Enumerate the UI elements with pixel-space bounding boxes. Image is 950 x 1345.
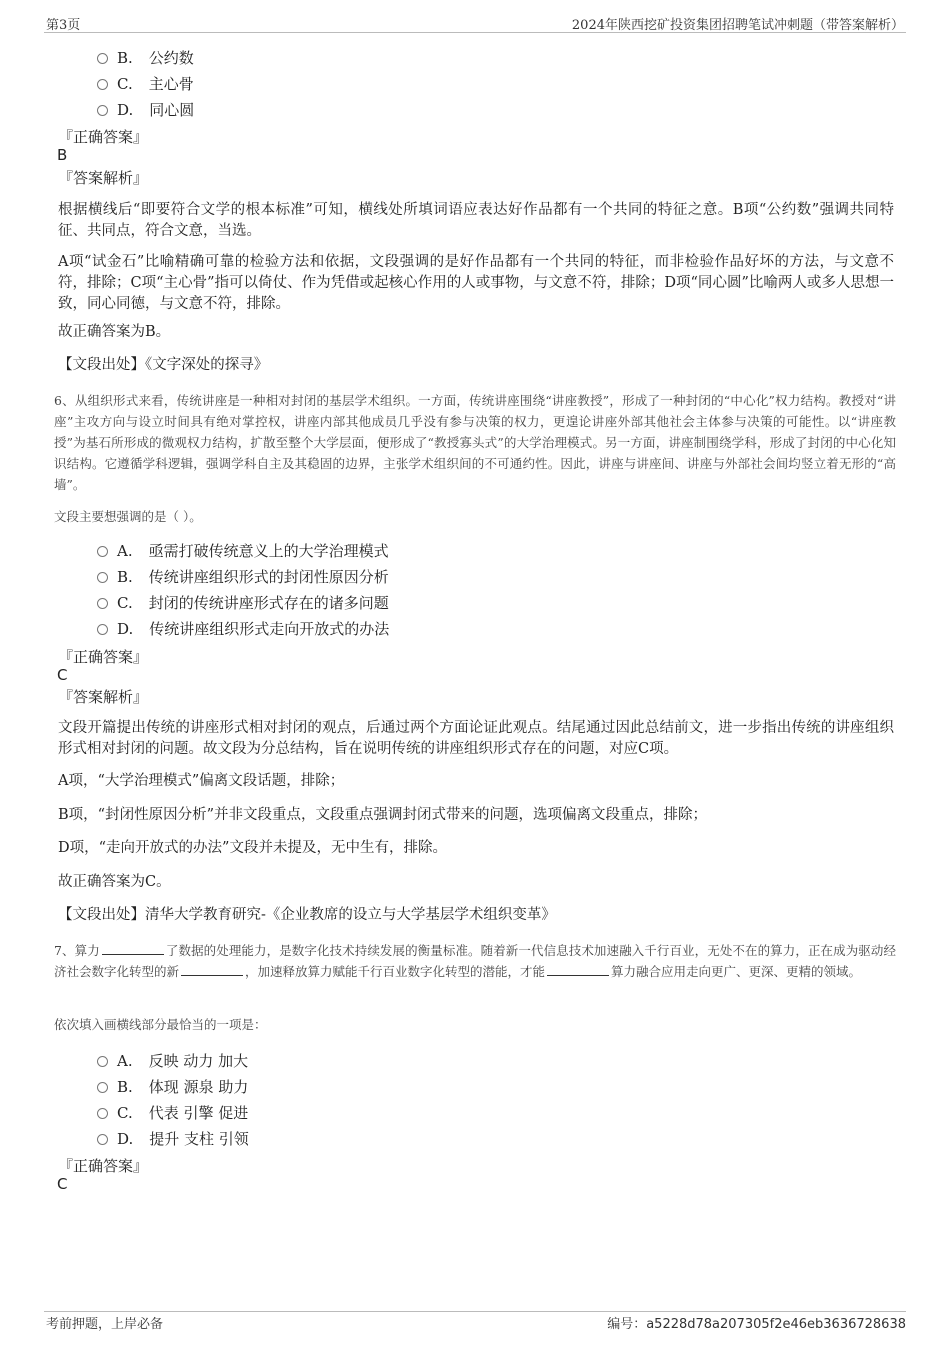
- q6-analysis-p5: 故正确答案为C。: [58, 874, 171, 890]
- radio-icon[interactable]: [97, 79, 108, 90]
- radio-icon[interactable]: [97, 1056, 108, 1067]
- q7-stem: 7、算力 了数据的处理能力，是数字化技术持续发展的衡量标准。随着新一代信息技术加速融入千行百业，无处不在的算力，正在成为驱动经济社会数字化转型的新 ，加速释放算力赋能千行百业数字化转型的潜能，才能 算力融合应用走向更广、更深、更精的领域。: [54, 943, 896, 979]
- q5-analysis-p2: A项“试金石”比喻精确可靠的检验方法和依据，文段强调的是好作品都有一个共同的特征，而非检验作品好坏的方法，与文意不符，排除；C项“主心骨”指可以倚仗、作为凭借或起核心作用的人或事物，与文意不符，排除；D项“同心圆”比喻两人或多人思想一致，同心同德，与文意不符，排除。: [58, 254, 894, 312]
- footer-divider: [44, 1311, 906, 1312]
- radio-icon[interactable]: [97, 1108, 108, 1119]
- q7-option-a[interactable]: A. 反映 动力 加大: [97, 1050, 248, 1071]
- q6-answer-label: 『正确答案』: [58, 648, 149, 666]
- q7-option-c[interactable]: C. 代表 引擎 促进: [97, 1102, 248, 1123]
- q6-stem: 6、从组织形式来看，传统讲座是一种相对封闭的基层学术组织。一方面，传统讲座围绕“讲座教授”，形成了一种封闭的“中心化”权力结构。教授对“讲座”主攻方向与设立时间具有绝对掌控权，讲座内部其他成员几乎没有参与决策的权力，更遑论讲座外部其他社会主体参与决策的可能性。以“讲座教授”为基石所形成的微观权力结构，扩散至整个大学层面，便形成了“教授寡头式”的大学治理模式。另一方面，讲座制围绕学科，形成了封闭的中心化知识结构。它遵循学科逻辑，强调学科自主及其稳固的边界，主张学术组织间的不可通约性。因此，讲座与讲座间、讲座与外部社会间均竖立着无形的“高墙”。: [54, 393, 896, 492]
- page-number: 第3页: [46, 18, 81, 33]
- radio-icon[interactable]: [97, 572, 108, 583]
- q5-option-c[interactable]: C. 主心骨: [97, 73, 194, 94]
- radio-icon[interactable]: [97, 105, 108, 116]
- document-code: 编号：a5228d78a207305f2e46eb3636728638: [607, 1317, 906, 1332]
- radio-icon[interactable]: [97, 598, 108, 609]
- q5-analysis-label: 『答案解析』: [58, 169, 149, 187]
- q7-option-d[interactable]: D. 提升 支柱 引领: [97, 1128, 249, 1149]
- fill-blank[interactable]: [547, 963, 609, 976]
- q6-option-d[interactable]: D. 传统讲座组织形式走向开放式的办法: [97, 618, 389, 639]
- q5-option-d[interactable]: D. 同心圆: [97, 99, 194, 120]
- q5-analysis-p1: 根据横线后“即要符合文学的根本标准”可知，横线处所填词语应表达好作品都有一个共同的特征之意。B项“公约数”强调共同特征、共同点，符合文意，当选。: [58, 202, 894, 239]
- q6-analysis-label: 『答案解析』: [58, 688, 149, 706]
- q7-option-b[interactable]: B. 体现 源泉 助力: [97, 1076, 248, 1097]
- q7-answer-label: 『正确答案』: [58, 1157, 149, 1175]
- q6-analysis-p4: D项，“走向开放式的办法”文段并未提及，无中生有，排除。: [58, 840, 447, 856]
- q5-source: 【文段出处】《文字深处的探寻》: [58, 357, 269, 373]
- q7-prompt: 依次填入画横线部分最恰当的一项是：: [54, 1017, 267, 1032]
- q5-answer: B: [57, 146, 68, 164]
- q6-analysis-p2: A项，“大学治理模式”偏离文段话题，排除；: [58, 773, 345, 789]
- q6-option-a[interactable]: A. 亟需打破传统意义上的大学治理模式: [97, 540, 389, 561]
- radio-icon[interactable]: [97, 1134, 108, 1145]
- document-title: 2024年陕西挖矿投资集团招聘笔试冲刺题（带答案解析）: [571, 18, 904, 33]
- q6-option-b[interactable]: B. 传统讲座组织形式的封闭性原因分析: [97, 566, 389, 587]
- q6-analysis-p1: 文段开篇提出传统的讲座形式相对封闭的观点，后通过两个方面论证此观点。结尾通过因此总结前文，进一步指出传统的讲座组织形式相对封闭的问题。故文段为分总结构，旨在说明传统的讲座组织形式存在的问题，对应C项。: [58, 720, 894, 757]
- footer-slogan: 考前押题，上岸必备: [46, 1317, 164, 1332]
- radio-icon[interactable]: [97, 546, 108, 557]
- radio-icon[interactable]: [97, 624, 108, 635]
- radio-icon[interactable]: [97, 1082, 108, 1093]
- q6-prompt: 文段主要想强调的是（ ）。: [54, 509, 202, 524]
- q5-answer-label: 『正确答案』: [58, 128, 149, 146]
- q6-analysis-p3: B项，“封闭性原因分析”并非文段重点，文段重点强调封闭式带来的问题，选项偏离文段重点，排除；: [58, 807, 707, 823]
- header-divider: [44, 32, 906, 33]
- fill-blank[interactable]: [181, 963, 243, 976]
- q6-source: 【文段出处】清华大学教育研究-《企业教席的设立与大学基层学术组织变革》: [58, 907, 556, 923]
- radio-icon[interactable]: [97, 53, 108, 64]
- q5-option-b[interactable]: B. 公约数: [97, 47, 194, 68]
- q6-option-c[interactable]: C. 封闭的传统讲座形式存在的诸多问题: [97, 592, 389, 613]
- q7-answer: C: [57, 1175, 68, 1193]
- fill-blank[interactable]: [102, 942, 164, 955]
- q5-analysis-p3: 故正确答案为B。: [58, 324, 171, 340]
- q6-answer: C: [57, 666, 68, 684]
